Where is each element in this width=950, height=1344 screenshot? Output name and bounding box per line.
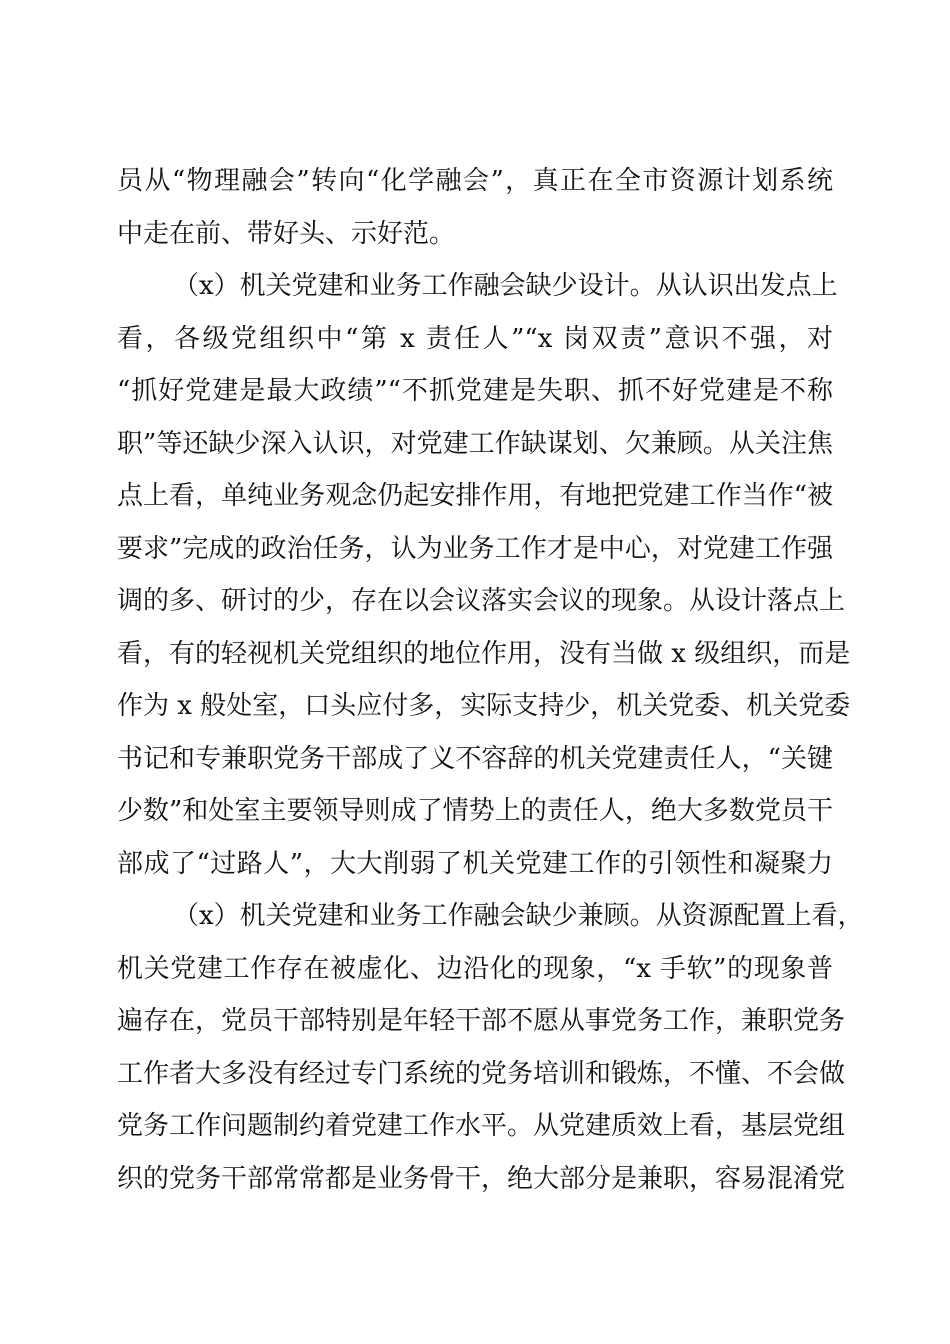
text-line: 机关党建工作存在被虚化、边沿化的现象，“x 手软”的现象普 bbox=[117, 953, 833, 984]
text-line: 织的党务干部常常都是业务骨干，绝大部分是兼职，容易混淆党 bbox=[117, 1163, 846, 1194]
text-line: “抓好党建是最大政绩”“不抓党建是失职、抓不好党建是不称 bbox=[117, 376, 833, 406]
text-line: 部成了“过路人”，大大削弱了机关党建工作的引领性和凝聚力 bbox=[117, 848, 833, 879]
document-body bbox=[117, 155, 864, 1205]
text-line: 中走在前、带好头、示好范。 bbox=[117, 218, 456, 249]
text-line: 工作者大多没有经过专门系统的党务培训和锻炼，不懂、不会做 bbox=[117, 1058, 846, 1089]
text-line: 遍存在，党员干部特别是年轻干部不愿从事党务工作，兼职党务 bbox=[117, 1006, 846, 1036]
text-line: 作为 x 般处室，口头应付多，实际支持少，机关党委、机关党委 bbox=[117, 691, 851, 721]
text-line: 看，有的轻视机关党组织的地位作用，没有当做 x 级组织，而是 bbox=[117, 638, 851, 669]
text-line: 职”等还缺少深入认识，对党建工作缺谋划、欠兼顾。从关注焦 bbox=[117, 428, 833, 459]
text-line: 少数”和处室主要领导则成了情势上的责任人，绝大多数党员干 bbox=[117, 796, 833, 826]
paragraph-start-line: （x）机关党建和业务工作融会缺少兼顾。从资源配置上看， bbox=[173, 901, 864, 931]
text-line: 员从“物理融会”转向“化学融会”，真正在全市资源计划系统 bbox=[117, 166, 833, 196]
text-line: 要求”完成的政治任务，认为业务工作才是中心，对党建工作强 bbox=[117, 533, 833, 564]
paragraph-start-line: （x）机关党建和业务工作融会缺少设计。从认识出发点上 bbox=[173, 271, 838, 301]
text-line: 看，各级党组织中“第 x 责任人”“x 岗双责”意识不强，对 bbox=[117, 323, 833, 354]
text-line: 书记和专兼职党务干部成了义不容辞的机关党建责任人，“关键 bbox=[117, 743, 833, 774]
text-line: 党务工作问题制约着党建工作水平。从党建质效上看，基层党组 bbox=[117, 1111, 846, 1141]
text-line: 调的多、研讨的少，存在以会议落实会议的现象。从设计落点上 bbox=[117, 586, 846, 616]
text-line: 点上看，单纯业务观念仍起安排作用，有地把党建工作当作“被 bbox=[117, 481, 833, 511]
